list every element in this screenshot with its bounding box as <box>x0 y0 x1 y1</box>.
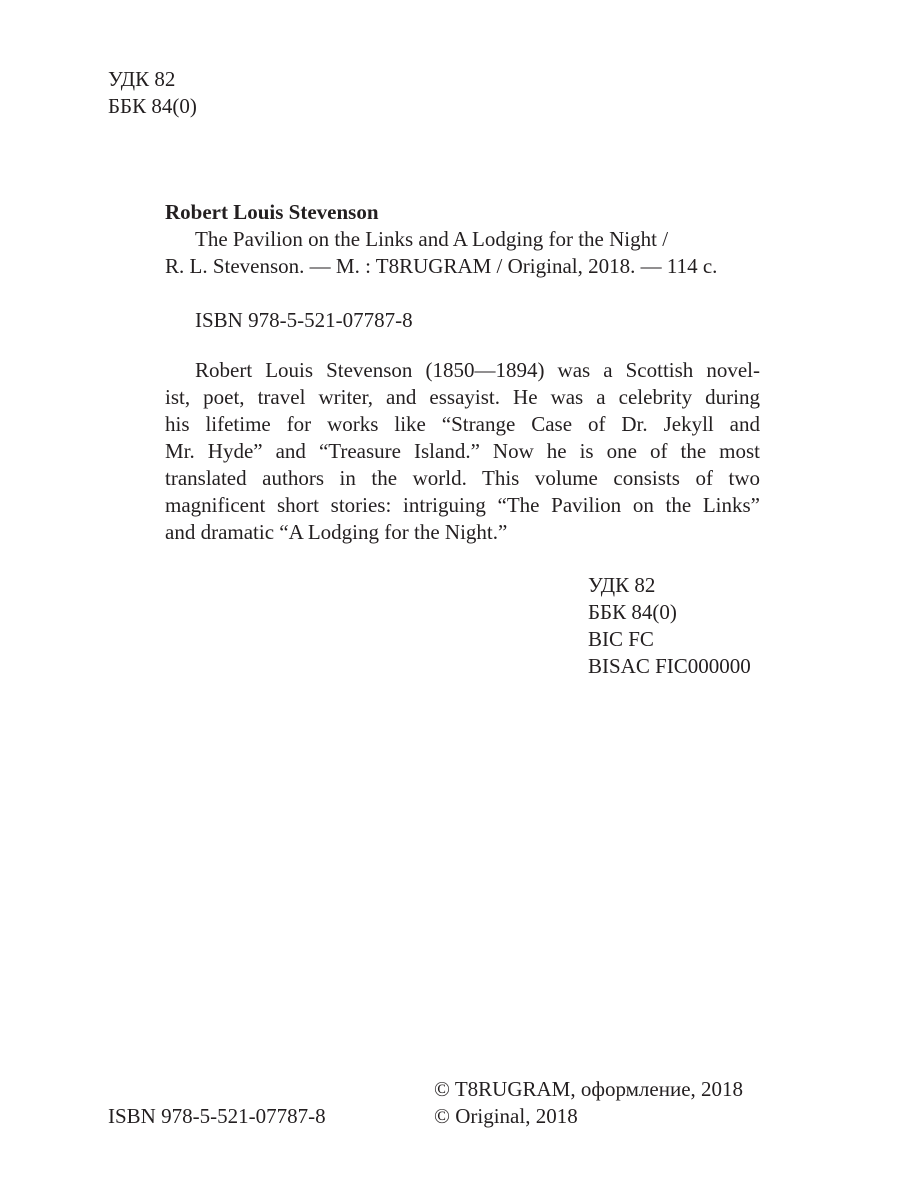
top-udk-code: УДК 82 <box>108 67 176 91</box>
top-bbk-code: ББК 84(0) <box>108 94 197 118</box>
copyright-original: © Original, 2018 <box>434 1104 578 1128</box>
bottom-udk-code: УДК 82 <box>588 573 656 597</box>
book-annotation <box>165 357 760 546</box>
bottom-classification-codes <box>588 572 751 680</box>
catalog-record <box>165 199 760 334</box>
annotation-line: his lifetime for works like “Strange Case of Dr. Jekyll and <box>165 412 760 436</box>
copyright-design: © T8RUGRAM, оформление, 2018 <box>434 1077 744 1101</box>
bottom-bbk-code: ББК 84(0) <box>588 600 677 624</box>
top-classification-codes <box>108 66 197 120</box>
annotation-line: and dramatic “A Lodging for the Night.” <box>165 520 508 544</box>
footer-isbn: ISBN 978-5-521-07787-8 <box>108 1104 326 1128</box>
annotation-line: translated authors in the world. This volume consists of two <box>165 466 760 490</box>
annotation-line: Robert Louis Stevenson (1850—1894) was a Scottish novel- <box>195 358 760 382</box>
bisac-code: BISAC FIC000000 <box>588 654 751 678</box>
bic-code: BIC FC <box>588 627 654 651</box>
publication-imprint: R. L. Stevenson. — M. : T8RUGRAM / Original, 2018. — 114 c. <box>165 254 718 278</box>
annotation-line: magnificent short stories: intriguing “The Pavilion on the Links” <box>165 493 760 517</box>
annotation-line: ist, poet, travel writer, and essayist. He was a celebrity during <box>165 385 760 409</box>
book-title: The Pavilion on the Links and A Lodging for the Night / <box>195 227 669 251</box>
author-name: Robert Louis Stevenson <box>165 200 379 224</box>
catalog-isbn: ISBN 978-5-521-07787-8 <box>195 308 413 332</box>
copyright-notices <box>434 1076 743 1130</box>
annotation-line: Mr. Hyde” and “Treasure Island.” Now he is one of the most <box>165 439 760 463</box>
